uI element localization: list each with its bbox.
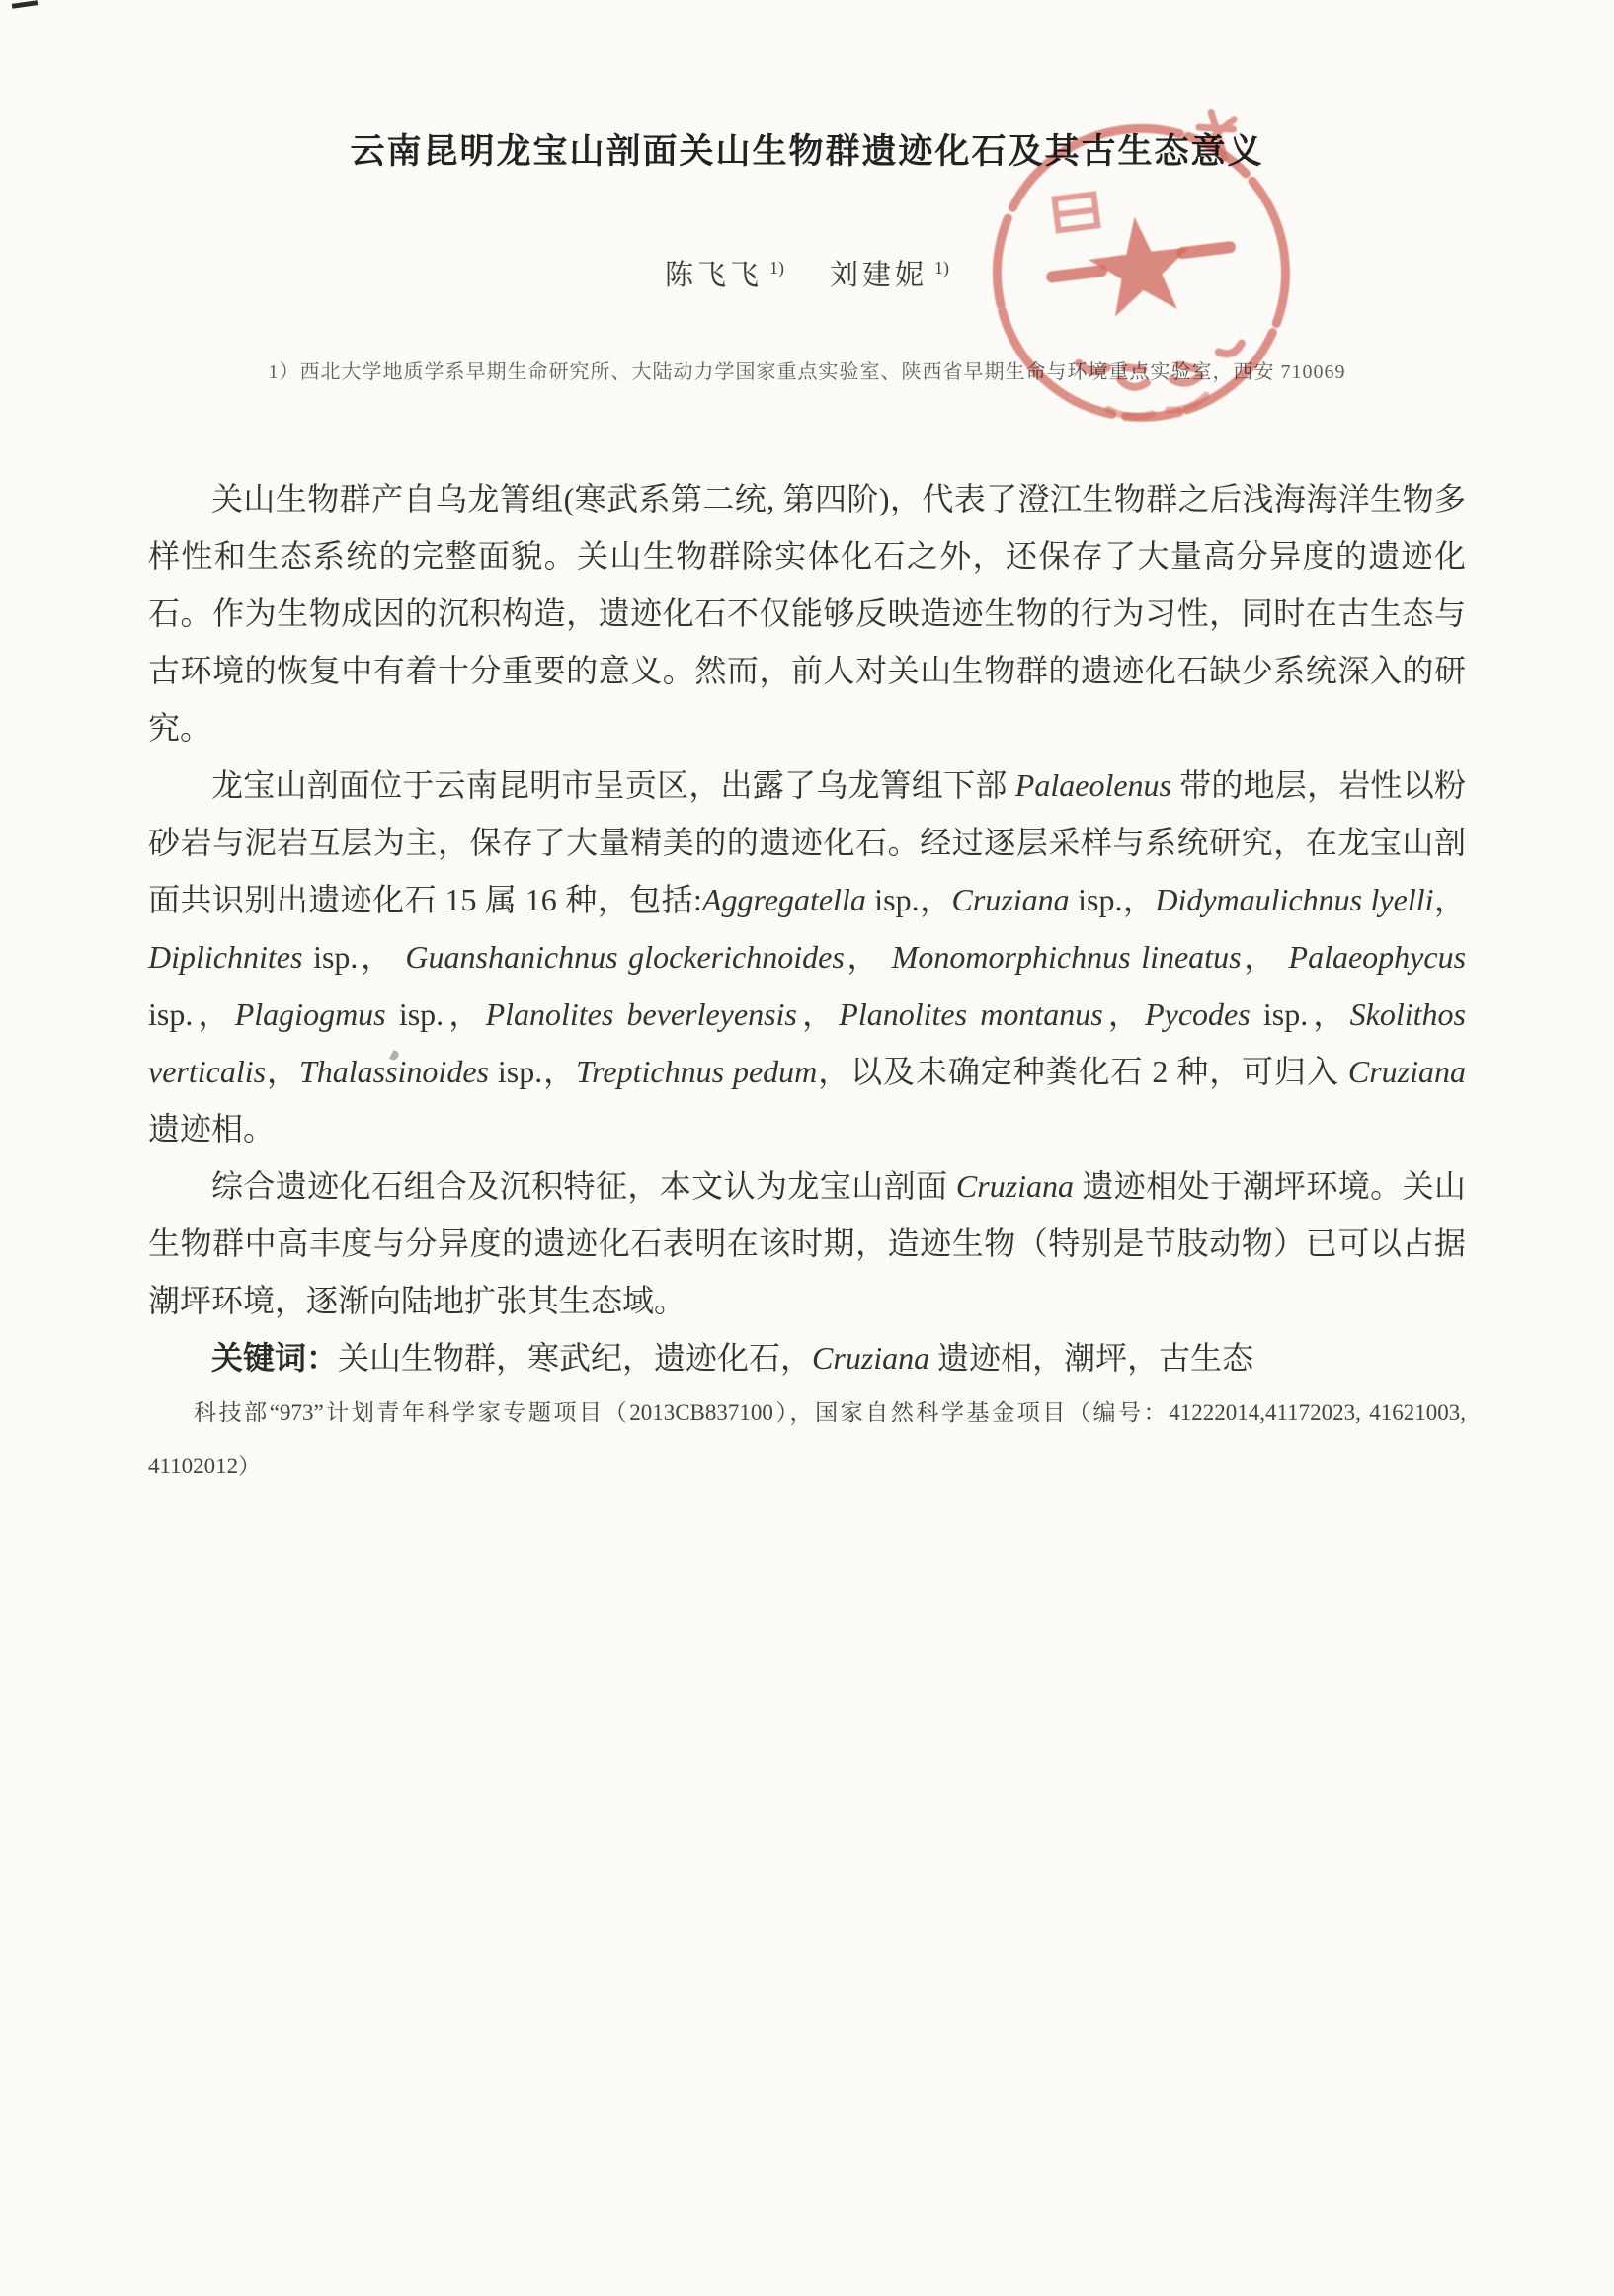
author-affil-marker: 1)	[769, 258, 784, 278]
author-name: 刘建妮 $^{1)}$	[830, 258, 950, 291]
keywords-label: 关键词：	[211, 1340, 339, 1376]
abstract-paragraph-3: 综合遗迹化石组合及沉积特征，本文认为龙宝山剖面 Cruziana 遗迹相处于潮坪环境。关山生物群中高丰度与分异度的遗迹化石表明在该时期，造迹生物（特别是节肢动物）已可以占据潮坪环境，逐渐向陆地扩张其生态域。	[148, 1168, 1466, 1318]
keywords-content: 关山生物群，寒武纪，遗迹化石，Cruziana 遗迹相，潮坪，古生态	[338, 1340, 1254, 1376]
funding-note: 科技部“973”计划青年科学家专题项目（2013CB837100），国家自然科学基金项目（编号：41222014,41172023, 41621003, 41102012）	[148, 1400, 1466, 1478]
page-title: 云南昆明龙宝山剖面关山生物群遗迹化石及其古生态意义	[350, 132, 1264, 171]
scan-artifact	[12, 0, 38, 9]
abstract-block	[148, 470, 1466, 1493]
affiliation-line: 1）西北大学地质学系早期生命研究所、大陆动力学国家重点实验室、陕西省早期生命与环境重点实验室，西安 710069	[268, 361, 1346, 383]
author-name: 陈飞飞 $^{1)}$	[664, 258, 784, 291]
keywords-line	[148, 1329, 1466, 1386]
abstract-paragraph-1: 关山生物群产自乌龙箐组(寒武系第二统, 第四阶)，代表了澄江生物群之后浅海海洋生物多样性和生态系统的完整面貌。关山生物群除实体化石之外，还保存了大量高分异度的遗迹化石。作为生物成因的沉积构造，遗迹化石不仅能够反映造迹生物的行为习性，同时在古生态与古环境的恢复中有着十分重要的意义。然而，前人对关山生物群的遗迹化石缺少系统深入的研究。	[148, 481, 1466, 746]
abstract-paragraph-2: 龙宝山剖面位于云南昆明市呈贡区，出露了乌龙箐组下部 Palaeolenus 带的地层，岩性以粉砂岩与泥岩互层为主，保存了大量精美的的遗迹化石。经过逐层采样与系统研究，在龙宝山剖面共识别出遗迹化石 15 属 16 种，包括:Aggregatella isp.，Cruziana isp.，Didymaulichnus lyelli， Diplichnites isp.， Guanshanichnus glockerichnoides， Monomorphichnus lineatus， Palaeophycus isp.，Plagiogmus isp.，Planolites beverleyensis，Planolites montanus，Pycodes isp.，Skolithos verticalis，Thalassinoides isp.，Treptichnus pedum，以及未确定种粪化石 2 种，可归入 Cruziana 遗迹相。	[148, 767, 1467, 1147]
authors-line	[0, 253, 1614, 293]
author-affil-marker: 1)	[934, 258, 950, 278]
